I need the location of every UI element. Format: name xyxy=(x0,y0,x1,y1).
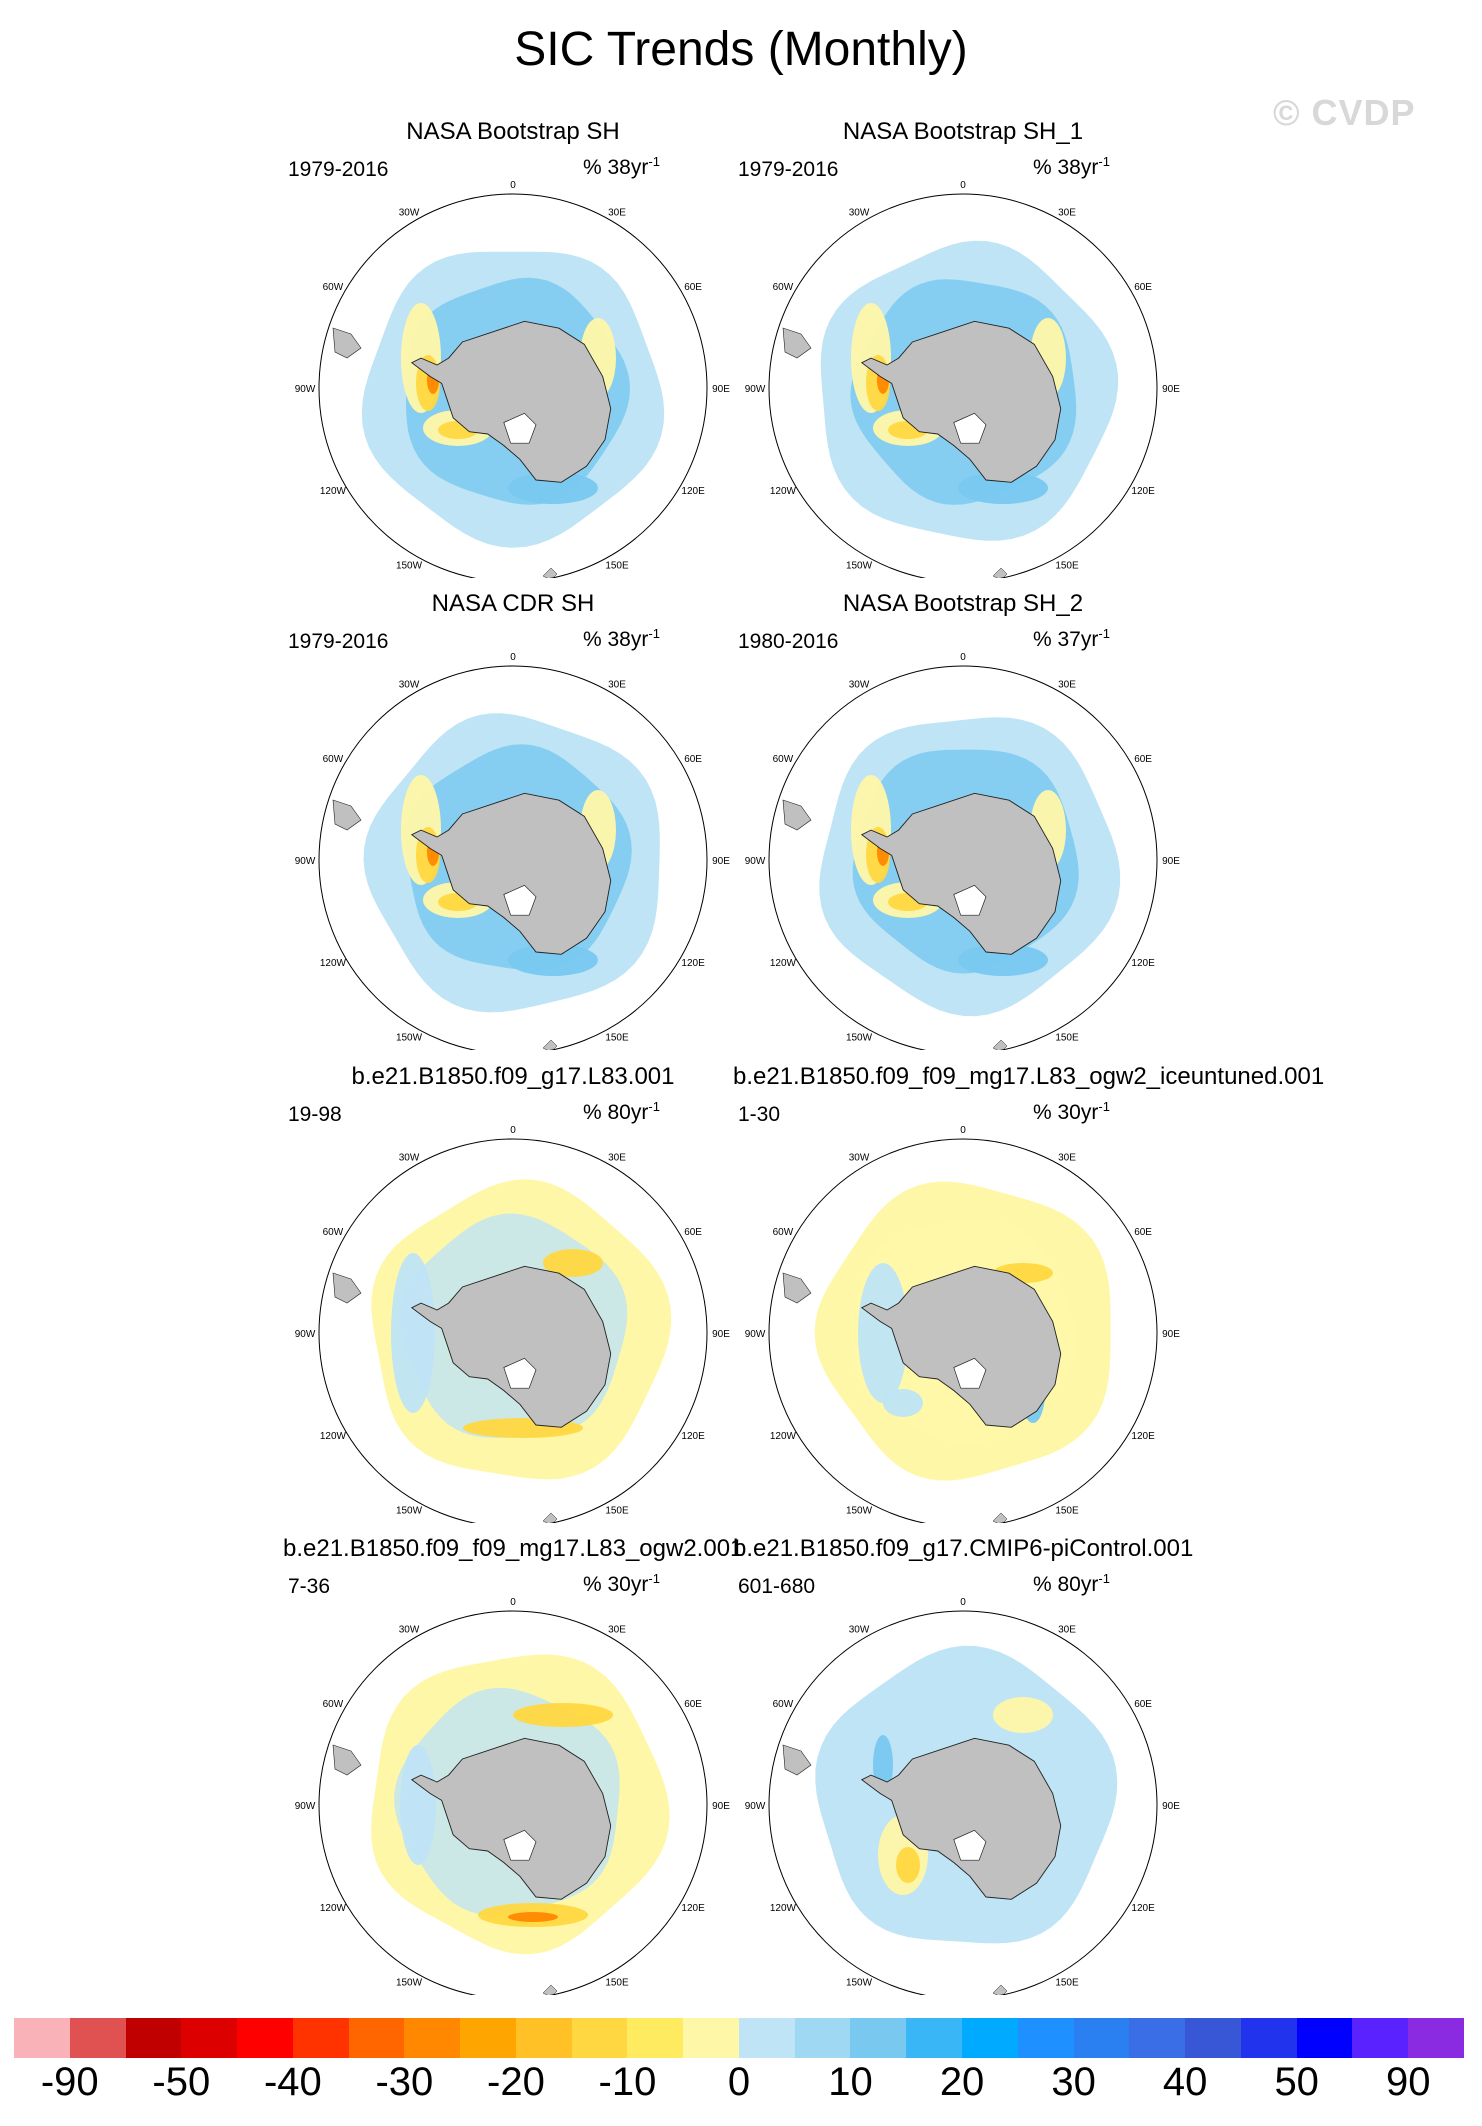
longitude-label: 60E xyxy=(1134,1227,1152,1238)
colorbar-box xyxy=(237,2018,293,2058)
colorbar-box xyxy=(1018,2018,1074,2058)
panel-units-exponent: -1 xyxy=(1098,154,1110,169)
longitude-label: 150W xyxy=(395,1032,423,1044)
longitude-label: 60E xyxy=(684,1227,702,1238)
polar-map xyxy=(283,620,743,1050)
polar-map xyxy=(283,148,743,578)
polar-map xyxy=(283,1093,743,1523)
panel-title: NASA Bootstrap SH_1 xyxy=(842,118,1084,145)
longitude-label: 60W xyxy=(322,1227,344,1238)
longitude-label: 90E xyxy=(712,856,730,867)
panel-title: b.e21.B1850.f09_g17.CMIP6-piControl.001 xyxy=(733,1535,1194,1562)
panel-units-base: % 38yr xyxy=(583,156,649,179)
panel-period: 601-680 xyxy=(738,1575,816,1598)
longitude-label: 120E xyxy=(681,1903,705,1914)
panel-period: 19-98 xyxy=(288,1103,342,1126)
colorbar-tick-label: 40 xyxy=(1162,2060,1208,2104)
longitude-label: 60W xyxy=(322,1699,344,1710)
longitude-label: 0 xyxy=(960,1125,966,1136)
longitude-label: 150E xyxy=(1055,560,1079,572)
longitude-label: 0 xyxy=(960,1597,966,1608)
longitude-label: 120W xyxy=(319,1903,346,1914)
longitude-label: 150W xyxy=(845,1032,873,1044)
colorbar-tick-label: 20 xyxy=(939,2060,985,2104)
longitude-label: 120W xyxy=(319,486,346,497)
colorbar-box xyxy=(293,2018,349,2058)
colorbar-box xyxy=(850,2018,906,2058)
colorbar-box xyxy=(126,2018,182,2058)
panel-units-exponent: -1 xyxy=(648,1571,660,1586)
longitude-label: 90W xyxy=(744,1801,766,1812)
longitude-label: 90E xyxy=(712,1329,730,1340)
longitude-label: 30E xyxy=(608,1152,626,1164)
panel-title: NASA Bootstrap SH xyxy=(406,118,620,145)
colorbar-tick-label: 10 xyxy=(828,2060,873,2104)
colorbar-box xyxy=(795,2018,851,2058)
colorbar-tick-label: -40 xyxy=(263,2060,322,2104)
panel-units-exponent: -1 xyxy=(1098,1571,1110,1586)
colorbar-tick-label: 30 xyxy=(1051,2060,1096,2104)
colorbar-tick-label: -50 xyxy=(152,2060,211,2104)
panel-units-base: % 80yr xyxy=(1033,1573,1099,1596)
longitude-label: 150E xyxy=(605,560,629,572)
panel-units-exponent: -1 xyxy=(1098,626,1110,641)
longitude-label: 0 xyxy=(510,652,516,663)
colorbar-tick-label: -20 xyxy=(487,2060,545,2104)
longitude-label: 90W xyxy=(294,1329,316,1340)
colorbar xyxy=(14,2018,1464,2058)
longitude-label: 150E xyxy=(1055,1505,1079,1517)
longitude-label: 30E xyxy=(1058,1624,1076,1636)
longitude-label: 0 xyxy=(960,180,966,191)
colorbar-box xyxy=(1408,2018,1464,2058)
colorbar-box xyxy=(181,2018,237,2058)
longitude-label: 120E xyxy=(1131,1431,1155,1442)
polar-map xyxy=(733,620,1193,1050)
longitude-label: 30E xyxy=(1058,1152,1076,1164)
longitude-label: 90E xyxy=(712,384,730,395)
panel-period: 1979-2016 xyxy=(288,630,389,653)
longitude-label: 90E xyxy=(1162,384,1180,395)
longitude-label: 90W xyxy=(744,384,766,395)
colorbar-box xyxy=(1297,2018,1353,2058)
sea-ice-field xyxy=(283,1565,743,1995)
longitude-label: 90E xyxy=(712,1801,730,1812)
longitude-label: 120W xyxy=(319,1431,346,1442)
colorbar-box xyxy=(1241,2018,1297,2058)
longitude-label: 30W xyxy=(848,679,870,691)
colorbar-tick-label: -90 xyxy=(40,2060,99,2104)
longitude-label: 30E xyxy=(1058,207,1076,219)
longitude-label: 30W xyxy=(398,207,420,219)
longitude-label: 60W xyxy=(772,754,794,765)
sea-ice-field xyxy=(733,1093,1193,1523)
longitude-label: 150E xyxy=(1055,1977,1079,1989)
longitude-label: 120E xyxy=(681,1431,705,1442)
sea-ice-field xyxy=(283,620,743,1050)
panel-period: 1979-2016 xyxy=(288,158,389,181)
longitude-label: 60W xyxy=(772,1227,794,1238)
colorbar-box xyxy=(460,2018,516,2058)
map-panel xyxy=(283,590,743,1050)
longitude-label: 90W xyxy=(294,856,316,867)
panel-units-exponent: -1 xyxy=(648,626,660,641)
longitude-label: 60E xyxy=(1134,754,1152,765)
longitude-label: 30W xyxy=(848,1152,870,1164)
figure-title: SIC Trends (Monthly) xyxy=(514,23,968,76)
longitude-label: 60E xyxy=(684,282,702,293)
longitude-label: 120E xyxy=(681,958,705,969)
colorbar-box xyxy=(14,2018,70,2058)
longitude-label: 150W xyxy=(845,1977,873,1989)
longitude-label: 90E xyxy=(1162,1801,1180,1812)
longitude-label: 0 xyxy=(510,1125,516,1136)
colorbar-box xyxy=(349,2018,405,2058)
longitude-label: 120W xyxy=(769,1903,796,1914)
longitude-label: 150W xyxy=(845,1505,873,1517)
colorbar-box xyxy=(70,2018,126,2058)
longitude-label: 60E xyxy=(1134,1699,1152,1710)
panel-units-exponent: -1 xyxy=(648,1099,660,1114)
cvdp-watermark: © CVDP xyxy=(1273,92,1416,133)
longitude-label: 150E xyxy=(1055,1032,1079,1044)
map-panel xyxy=(733,118,1193,578)
panel-title: NASA Bootstrap SH_2 xyxy=(842,590,1084,617)
map-panel xyxy=(283,1535,743,1995)
longitude-label: 90W xyxy=(294,1801,316,1812)
colorbar-tick-label: 0 xyxy=(727,2060,751,2104)
panel-title: b.e21.B1850.f09_f09_mg17.L83_ogw2.001 xyxy=(283,1535,744,1562)
polar-map xyxy=(283,1565,743,1995)
panel-title: b.e21.B1850.f09_f09_mg17.L83_ogw2_iceuntuned.001 xyxy=(733,1063,1325,1090)
longitude-label: 60E xyxy=(684,1699,702,1710)
colorbar-tick-label: 50 xyxy=(1274,2060,1319,2104)
colorbar-labels xyxy=(0,2060,1482,2110)
colorbar-box xyxy=(739,2018,795,2058)
colorbar-box xyxy=(906,2018,962,2058)
panel-title: NASA CDR SH xyxy=(431,590,595,617)
longitude-label: 30W xyxy=(398,1624,420,1636)
polar-map xyxy=(733,1565,1193,1995)
longitude-label: 90W xyxy=(294,384,316,395)
polar-map xyxy=(733,1093,1193,1523)
colorbar-box xyxy=(683,2018,739,2058)
longitude-label: 150W xyxy=(395,1977,423,1989)
longitude-label: 0 xyxy=(510,180,516,191)
colorbar-tick-label: -30 xyxy=(375,2060,434,2104)
panel-period: 7-36 xyxy=(288,1575,331,1598)
longitude-label: 90E xyxy=(1162,856,1180,867)
longitude-label: 120W xyxy=(769,958,796,969)
longitude-label: 90W xyxy=(744,1329,766,1340)
longitude-label: 150E xyxy=(605,1032,629,1044)
longitude-label: 90W xyxy=(744,856,766,867)
sea-ice-field xyxy=(733,148,1193,578)
longitude-label: 30W xyxy=(398,679,420,691)
colorbar-box xyxy=(516,2018,572,2058)
longitude-label: 60W xyxy=(322,754,344,765)
longitude-label: 90E xyxy=(1162,1329,1180,1340)
panel-units-exponent: -1 xyxy=(1098,1099,1110,1114)
colorbar-box xyxy=(1129,2018,1185,2058)
longitude-label: 30W xyxy=(848,207,870,219)
colorbar-tick-label: 90 xyxy=(1385,2060,1431,2104)
colorbar-box xyxy=(627,2018,683,2058)
longitude-label: 120E xyxy=(1131,1903,1155,1914)
longitude-label: 30E xyxy=(608,207,626,219)
map-panel xyxy=(283,118,743,578)
colorbar-box xyxy=(1074,2018,1130,2058)
longitude-label: 0 xyxy=(960,652,966,663)
sea-ice-field xyxy=(733,620,1193,1050)
panel-units-base: % 30yr xyxy=(583,1573,649,1596)
panel-units-base: % 38yr xyxy=(1033,156,1099,179)
longitude-label: 120E xyxy=(1131,486,1155,497)
colorbar-box xyxy=(962,2018,1018,2058)
colorbar-box xyxy=(1185,2018,1241,2058)
map-panel xyxy=(733,590,1193,1050)
longitude-label: 60W xyxy=(322,282,344,293)
longitude-label: 30W xyxy=(848,1624,870,1636)
panel-period: 1979-2016 xyxy=(738,158,839,181)
longitude-label: 120W xyxy=(319,958,346,969)
longitude-label: 150W xyxy=(395,560,423,572)
map-panel xyxy=(733,1535,1193,1995)
longitude-label: 150W xyxy=(845,560,873,572)
longitude-label: 120W xyxy=(769,486,796,497)
sea-ice-field xyxy=(733,1565,1193,1995)
longitude-label: 0 xyxy=(510,1597,516,1608)
longitude-label: 30W xyxy=(398,1152,420,1164)
longitude-label: 60E xyxy=(1134,282,1152,293)
panel-period: 1980-2016 xyxy=(738,630,839,653)
longitude-label: 60E xyxy=(684,754,702,765)
colorbar-tick-label: -10 xyxy=(598,2060,657,2104)
longitude-label: 120E xyxy=(681,486,705,497)
longitude-label: 30E xyxy=(1058,679,1076,691)
sea-ice-field xyxy=(283,1093,743,1523)
longitude-label: 60W xyxy=(772,282,794,293)
map-panel xyxy=(283,1063,743,1523)
colorbar-box xyxy=(572,2018,628,2058)
longitude-label: 150E xyxy=(605,1977,629,1989)
longitude-label: 150W xyxy=(395,1505,423,1517)
panel-units-base: % 37yr xyxy=(1033,628,1099,651)
longitude-label: 30E xyxy=(608,1624,626,1636)
panel-units-base: % 30yr xyxy=(1033,1101,1099,1124)
colorbar-box xyxy=(404,2018,460,2058)
longitude-label: 30E xyxy=(608,679,626,691)
panel-units-base: % 38yr xyxy=(583,628,649,651)
panel-period: 1-30 xyxy=(738,1103,781,1126)
sea-ice-field xyxy=(283,148,743,578)
longitude-label: 120E xyxy=(1131,958,1155,969)
panel-units-base: % 80yr xyxy=(583,1101,649,1124)
colorbar-box xyxy=(1352,2018,1408,2058)
longitude-label: 60W xyxy=(772,1699,794,1710)
polar-map xyxy=(733,148,1193,578)
map-panel xyxy=(733,1063,1325,1523)
panel-units-exponent: -1 xyxy=(648,154,660,169)
longitude-label: 120W xyxy=(769,1431,796,1442)
panel-title: b.e21.B1850.f09_g17.L83.001 xyxy=(351,1063,675,1090)
longitude-label: 150E xyxy=(605,1505,629,1517)
